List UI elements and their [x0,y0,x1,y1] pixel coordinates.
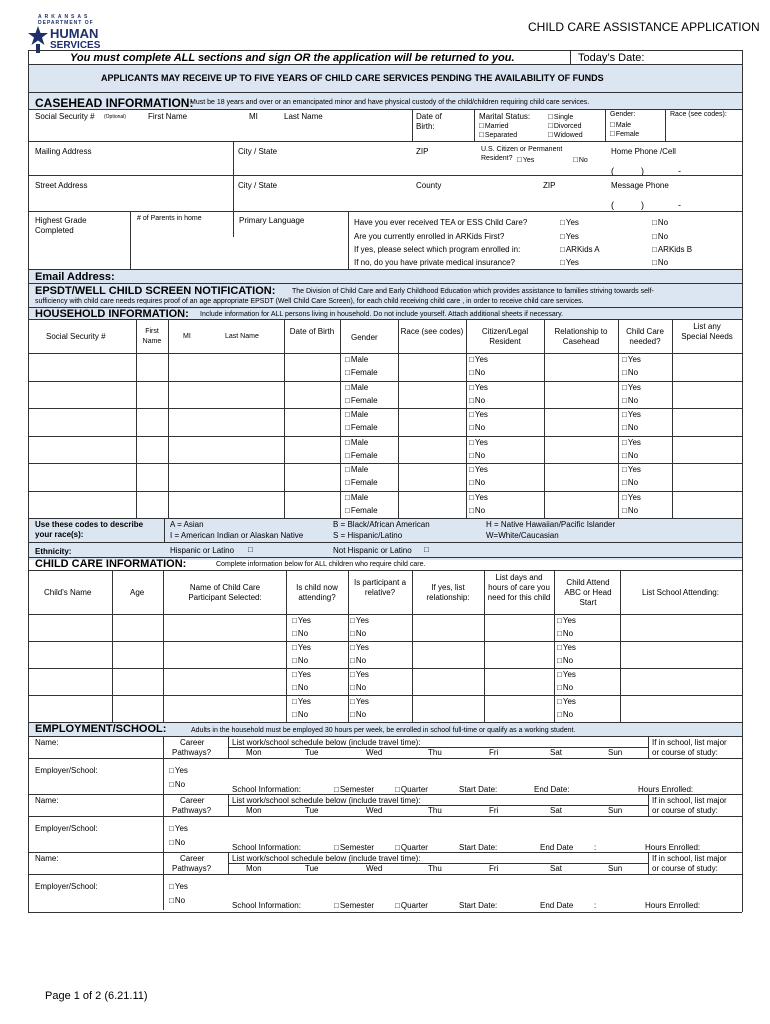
emp-major-label-2: or course of study: [652,748,718,757]
emp-major-label-1[interactable]: If in school, list major [652,854,727,863]
hh-col-relationship: Relationship to Casehead [554,327,608,346]
cc-attending-no[interactable]: □ No [292,710,308,719]
cc-attending-yes[interactable]: □ Yes [292,697,311,706]
logo-line-4: SERVICES [50,40,101,51]
form-title: CHILD CARE ASSISTANCE APPLICATION [528,20,760,34]
hh-gender-female[interactable]: □ Female [345,368,378,377]
todays-date-label[interactable]: Today’s Date: [578,52,645,64]
cc-col-relative: Is participant a relative? [353,578,407,597]
marital-married[interactable]: □ Married [479,121,509,130]
dob-label-1[interactable]: Date of [416,112,442,121]
emp-school-info-label: School Information: [232,843,301,852]
emp-day-4: Fri [489,748,499,757]
mailing-city-state-label[interactable]: City / State [238,147,278,156]
warning-text: You must complete ALL sections and sign OR the application will be returned to you. [70,52,515,64]
casehead-title: CASEHEAD INFORMATION: [35,96,194,110]
cc-abc-no[interactable]: □ No [557,656,573,665]
q-insurance: If no, do you have private medical insurance? [354,258,515,267]
cc-col-school: List School Attending: [642,588,719,597]
emp-end-date[interactable]: End Date [540,843,574,852]
cc-col-abc: Child Attend ABC or Head Start [564,578,612,607]
emp-day-6: Sun [608,806,623,815]
cc-attending-yes[interactable]: □ Yes [292,616,311,625]
cc-col-attending: Is child now attending? [296,583,338,602]
emp-hours-enrolled[interactable]: Hours Enrolled: [638,785,694,794]
gender-label: Gender: [610,111,636,118]
emp-day-3: Thu [428,864,442,873]
epsdt-text-2: sufficiency with child care needs requires proof of an age appropriate EPSDT (Well Child Care Screen), for each child receiving child care , in order to receive child care services. [35,298,584,305]
hh-gender-male[interactable]: □ Male [345,465,368,474]
childcare-title: CHILD CARE INFORMATION: [35,558,187,570]
hh-col-mi: MI [183,333,191,340]
q-arkids-no[interactable]: □ No [652,232,668,241]
emp-career-no[interactable]: □ No [169,838,185,847]
emp-day-5: Sat [550,806,563,815]
emp-school-info-label: School Information: [232,901,301,910]
hh-citizen-no[interactable]: □ No [469,506,485,515]
q-arkids-yes[interactable]: □ Yes [560,232,579,241]
emp-start-date[interactable]: Start Date: [459,901,498,910]
hh-citizen-yes[interactable]: □ Yes [469,355,488,364]
citizen-label-1: U.S. Citizen or Permanent [481,146,563,153]
hh-childcare-no[interactable]: □ No [622,423,638,432]
ethnicity-not-hispanic[interactable]: Not Hispanic or Latino [333,546,412,555]
emp-major-label-2: or course of study: [652,864,718,873]
cc-attending-no[interactable]: □ No [292,683,308,692]
emp-day-5: Sat [550,748,563,757]
cc-col-name: Child's Name [44,588,92,597]
code-hawaiian: H = Native Hawaiian/Pacific Islander [486,520,616,529]
home-phone-label[interactable]: Home Phone /Cell [611,147,676,156]
street-zip-label[interactable]: ZIP [543,181,556,190]
household-title: HOUSEHOLD INFORMATION: [35,308,189,320]
hh-citizen-yes[interactable]: □ Yes [469,410,488,419]
primary-language-label[interactable]: Primary Language [239,216,305,225]
cc-attending-no[interactable]: □ No [292,629,308,638]
hh-childcare-yes[interactable]: □ Yes [622,438,641,447]
gender-female[interactable]: □ Female [610,129,639,138]
hh-col-dob: Date of Birth [289,327,335,336]
emp-major-label-2: or course of study: [652,806,718,815]
funds-notice: APPLICANTS MAY RECEIVE UP TO FIVE YEARS OF CHILD CARE SERVICES PENDING THE AVAILABILITY OF FUNDS [101,73,604,83]
emp-career-yes[interactable]: □ Yes [169,882,188,891]
home-phone-paren-close: ) [641,166,644,176]
citizen-no[interactable]: □ No [573,155,588,164]
emp-day-2: Wed [366,864,383,873]
ethnicity-not-hispanic-checkbox[interactable]: □ [424,545,429,554]
last-name-label[interactable]: Last Name [284,112,323,121]
emp-end-date[interactable]: End Date [540,901,574,910]
code-black: B = Black/African American [333,520,430,529]
emp-career-label-1: Career [180,854,205,863]
hh-col-citizen: Citizen/Legal Resident [481,327,529,346]
marital-single[interactable]: □ Single [548,112,573,121]
emp-quarter[interactable]: □ Quarter [395,901,428,910]
emp-start-date[interactable]: Start Date: [459,843,498,852]
emp-start-date[interactable]: Start Date: [459,785,498,794]
q-arkids: Are you currently enrolled in ARKids First? [354,232,505,241]
childcare-subtitle: Complete information below for ALL children who require child care. [216,561,426,568]
emp-semester[interactable]: □ Semester [334,843,374,852]
hh-citizen-no[interactable]: □ No [469,478,485,487]
highest-grade-label-2: Completed [35,226,74,235]
cc-attending-yes[interactable]: □ Yes [292,643,311,652]
q-tea-ess-yes[interactable]: □ Yes [560,218,579,227]
mi-label[interactable]: MI [249,112,258,121]
hh-gender-female[interactable]: □ Female [345,396,378,405]
gender-male[interactable]: □ Male [610,120,631,129]
home-phone-dash: - [678,166,681,176]
email-label[interactable]: Email Address: [35,271,115,283]
parents-in-home-label[interactable]: # of Parents in home [137,215,202,222]
emp-career-label-2: Pathways? [172,864,212,873]
highest-grade-label-1[interactable]: Highest Grade [35,216,87,225]
emp-hours-enrolled[interactable]: Hours Enrolled: [645,901,701,910]
mailing-address-label[interactable]: Mailing Address [35,147,92,156]
code-asian: A = Asian [170,520,204,529]
emp-day-3: Thu [428,748,442,757]
emp-schedule-label: List work/school schedule below (include travel time): [232,796,421,805]
race-codes-instruction: Use these codes to describe your race(s): [35,520,144,539]
hh-col-childcare: Child Care needed? [626,327,664,346]
logo-line-3: HUMAN [50,26,99,41]
hh-citizen-yes[interactable]: □ Yes [469,383,488,392]
hh-citizen-no[interactable]: □ No [469,423,485,432]
cc-relative-no[interactable]: □ No [350,656,366,665]
cc-col-age: Age [130,588,145,597]
emp-employer-label[interactable]: Employer/School: [35,882,98,891]
hh-childcare-yes[interactable]: □ Yes [622,410,641,419]
message-phone-paren-open: ( [611,200,614,210]
hh-gender-male[interactable]: □ Male [345,355,368,364]
hh-childcare-no[interactable]: □ No [622,478,638,487]
emp-quarter[interactable]: □ Quarter [395,785,428,794]
hh-childcare-no[interactable]: □ No [622,368,638,377]
marital-widowed[interactable]: □ Widowed [548,130,583,139]
emp-name-label[interactable]: Name: [35,796,59,805]
cc-relative-yes[interactable]: □ Yes [350,616,369,625]
emp-end-date[interactable]: End Date: [534,785,570,794]
emp-career-yes[interactable]: □ Yes [169,766,188,775]
cc-relative-no[interactable]: □ No [350,710,366,719]
hh-citizen-yes[interactable]: □ Yes [469,465,488,474]
hh-childcare-yes[interactable]: □ Yes [622,355,641,364]
optional-note: (Optional) [104,114,126,120]
emp-day-0: Mon [246,864,262,873]
hh-gender-male[interactable]: □ Male [345,438,368,447]
hh-col-special: List any Special Needs [681,322,733,341]
emp-career-no[interactable]: □ No [169,780,185,789]
hh-col-ssn: Social Security # [46,332,106,341]
hh-citizen-yes[interactable]: □ Yes [469,438,488,447]
cc-abc-yes[interactable]: □ Yes [557,643,576,652]
hh-col-race: Race (see codes) [400,327,464,336]
emp-day-4: Fri [489,806,499,815]
home-phone-paren-open: ( [611,166,614,176]
emp-day-1: Tue [305,864,319,873]
emp-name-label[interactable]: Name: [35,854,59,863]
emp-career-yes[interactable]: □ Yes [169,824,188,833]
emp-school-info-label: School Information: [232,785,301,794]
emp-employer-label[interactable]: Employer/School: [35,766,98,775]
cc-attending-yes[interactable]: □ Yes [292,670,311,679]
hh-citizen-no[interactable]: □ No [469,396,485,405]
emp-hours-enrolled[interactable]: Hours Enrolled: [645,843,701,852]
mailing-zip-label[interactable]: ZIP [416,147,429,156]
hh-gender-male[interactable]: □ Male [345,493,368,502]
hh-col-gender: Gender [351,333,378,342]
hh-gender-female[interactable]: □ Female [345,423,378,432]
cc-abc-no[interactable]: □ No [557,629,573,638]
epsdt-text-1: The Division of Child Care and Early Childhood Education which provides assistance to families striving towards self- [292,288,654,295]
emp-schedule-label: List work/school schedule below (include travel time): [232,854,421,863]
logo-line-1: ARKANSAS [38,14,91,20]
casehead-subtitle: Must be 18 years and over or an emancipated minor and have physical custody of the child/children requiring child care services. [190,99,590,106]
hh-citizen-no[interactable]: □ No [469,368,485,377]
cc-abc-no[interactable]: □ No [557,683,573,692]
q-insurance-no[interactable]: □ No [652,258,668,267]
emp-day-1: Tue [305,806,319,815]
cc-relative-yes[interactable]: □ Yes [350,643,369,652]
emp-employer-label[interactable]: Employer/School: [35,824,98,833]
page-footer: Page 1 of 2 (6.21.11) [45,990,148,1002]
code-american-indian: I = American Indian or Alaskan Native [170,531,304,540]
cc-attending-no[interactable]: □ No [292,656,308,665]
emp-day-6: Sun [608,748,623,757]
dhs-logo [28,14,100,54]
arkids-b-option[interactable]: □ ARKids B [652,245,692,254]
emp-day-0: Mon [246,748,262,757]
cc-abc-no[interactable]: □ No [557,710,573,719]
emp-major-label-1[interactable]: If in school, list major [652,796,727,805]
q-tea-ess: Have you ever received TEA or ESS Child Care? [354,218,528,227]
hh-childcare-no[interactable]: □ No [622,396,638,405]
cc-relative-no[interactable]: □ No [350,629,366,638]
hh-childcare-yes[interactable]: □ Yes [622,465,641,474]
logo-line-2: DEPARTMENT OF [38,20,94,26]
hh-gender-female[interactable]: □ Female [345,451,378,460]
marital-separated[interactable]: □ Separated [479,130,517,139]
street-address-label[interactable]: Street Address [35,181,88,190]
hh-childcare-yes[interactable]: □ Yes [622,383,641,392]
q-program: If yes, please select which program enrolled in: [354,245,521,254]
emp-semester[interactable]: □ Semester [334,785,374,794]
marital-status-label: Marital Status: [479,112,531,121]
dob-label-2: Birth: [416,122,435,131]
street-city-state-label[interactable]: City / State [238,181,278,190]
marital-divorced[interactable]: □ Divorced [548,121,581,130]
hh-gender-female[interactable]: □ Female [345,506,378,515]
cc-relative-no[interactable]: □ No [350,683,366,692]
citizen-label-2: Resident? [481,155,513,162]
message-phone-paren-close: ) [641,200,644,210]
cc-abc-yes[interactable]: □ Yes [557,697,576,706]
message-phone-label[interactable]: Message Phone [611,181,669,190]
cc-col-hours: List days and hours of care you need for this child [487,573,551,602]
hh-childcare-yes[interactable]: □ Yes [622,493,641,502]
citizen-yes[interactable]: □ Yes [517,155,534,164]
emp-day-5: Sat [550,864,563,873]
emp-end-colon: : [594,843,597,852]
cc-col-relationship: If yes, list relationship: [426,583,470,602]
ethnicity-label: Ethnicity: [35,547,72,556]
ethnicity-hispanic-checkbox[interactable]: □ [248,545,253,554]
emp-career-label-2: Pathways? [172,806,212,815]
message-phone-dash: - [678,200,681,210]
hh-gender-female[interactable]: □ Female [345,478,378,487]
arkids-a-option[interactable]: □ ARKids A [560,245,600,254]
cc-abc-yes[interactable]: □ Yes [557,670,576,679]
emp-end-colon: : [594,901,597,910]
emp-day-1: Tue [305,748,319,757]
hh-gender-male[interactable]: □ Male [345,383,368,392]
hh-childcare-no[interactable]: □ No [622,451,638,460]
emp-schedule-label: List work/school schedule below (include travel time): [232,738,421,747]
county-label[interactable]: County [416,181,442,190]
casehead-ssn-label[interactable]: Social Security # [35,112,95,121]
ethnicity-hispanic[interactable]: Hispanic or Latino [170,546,235,555]
cc-relative-yes[interactable]: □ Yes [350,670,369,679]
cc-abc-yes[interactable]: □ Yes [557,616,576,625]
hh-citizen-yes[interactable]: □ Yes [469,493,488,502]
code-hispanic: S = Hispanic/Latino [333,531,403,540]
hh-gender-male[interactable]: □ Male [345,410,368,419]
race-codes-label[interactable]: Race (see codes): [670,111,727,118]
cc-relative-yes[interactable]: □ Yes [350,697,369,706]
employment-subtitle: Adults in the household must be employed 30 hours per week, be enrolled in school full-time or qualify as a working student. [191,727,576,734]
emp-day-6: Sun [608,864,623,873]
emp-day-4: Fri [489,864,499,873]
emp-day-3: Thu [428,806,442,815]
emp-day-0: Mon [246,806,262,815]
q-insurance-yes[interactable]: □ Yes [560,258,579,267]
emp-career-label-1: Career [180,738,205,747]
cc-col-participant: Name of Child Care Participant Selected: [188,583,262,602]
emp-name-label[interactable]: Name: [35,738,59,747]
emp-major-label-1[interactable]: If in school, list major [652,738,727,747]
emp-day-2: Wed [366,748,383,757]
employment-title: EMPLOYMENT/SCHOOL: [35,723,167,735]
emp-career-no[interactable]: □ No [169,896,185,905]
hh-childcare-no[interactable]: □ No [622,506,638,515]
household-subtitle: Include information for ALL persons living in household. Do not include yourself. Attach additional sheets if necessary. [200,311,564,318]
emp-day-2: Wed [366,806,383,815]
epsdt-title: EPSDT/WELL CHILD SCREEN NOTIFICATION: [35,285,276,297]
emp-semester[interactable]: □ Semester [334,901,374,910]
code-white: W=White/Caucasian [486,531,559,540]
emp-career-label-2: Pathways? [172,748,212,757]
q-tea-ess-no[interactable]: □ No [652,218,668,227]
hh-col-last: Last Name [225,333,259,340]
hh-citizen-no[interactable]: □ No [469,451,485,460]
emp-quarter[interactable]: □ Quarter [395,843,428,852]
emp-career-label-1: Career [180,796,205,805]
hh-col-first: First Name [142,328,162,345]
first-name-label[interactable]: First Name [148,112,188,121]
